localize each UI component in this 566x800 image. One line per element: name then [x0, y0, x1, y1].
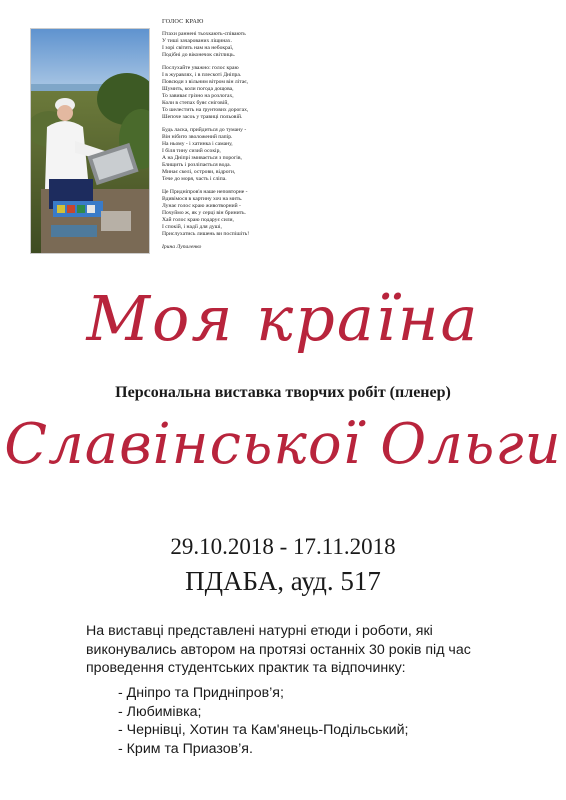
artist-name: Славінської Ольги	[4, 412, 562, 477]
poem-line: Повсюди з вільним вітром він літає,	[162, 79, 248, 85]
artist-photo	[30, 28, 150, 254]
poem-line: І спокій, і надії для душі,	[162, 224, 222, 230]
poem-line: Це Придніпров'я наше неповторне -	[162, 189, 248, 195]
poem-line: Прислухатись лишень ви поспішіть!	[162, 231, 250, 237]
poem-stanza	[162, 189, 302, 238]
poem-line: І біля тину сизий осокір,	[162, 148, 221, 154]
poem-line: А на Дніпрі змивається з порогів,	[162, 155, 242, 161]
exhibition-description: На виставці представлені натурні етюди і роботи, які виконувались автором на протязі останніх 30 років під час проведення студентських практик та відпочинку:	[86, 623, 471, 677]
poem-line: Лунає голос краю животворний -	[162, 203, 241, 209]
poem-line: Послухайте уважно: голос краю	[162, 65, 239, 71]
poem	[162, 18, 302, 251]
poem-line: То шелестить на ґрунтових дорогах,	[162, 107, 249, 113]
poem-line: Блищить і розліпається вода.	[162, 162, 232, 168]
poem-line: Він нібито зволожений папір.	[162, 134, 233, 140]
poem-stanza	[162, 31, 302, 59]
poem-line: Шумить, коли погода дощова,	[162, 86, 234, 92]
poem-stanza	[162, 65, 302, 121]
poem-line: І зорі світять нам на небокраї,	[162, 45, 234, 51]
list-item: - Крим та Приазов’я.	[118, 740, 253, 757]
locations-list	[118, 684, 518, 758]
poem-line: Почуймо ж, як у серці він бринить.	[162, 210, 246, 216]
exhibition-subtitle: Персональна виставка творчих робіт (пленер)	[115, 384, 451, 401]
poem-line: У тиші зачарованих ліщинах.	[162, 38, 232, 44]
poem-line: Тече до моря, часть і сліпа.	[162, 176, 227, 182]
poem-line: І в журавлях, і в плескоті Дніпра.	[162, 72, 242, 78]
exhibition-venue: ПДАБА, ауд. 517	[185, 566, 381, 596]
poem-author: Ірина Лупаленко	[162, 244, 202, 250]
poem-title: ГОЛОС КРАЮ	[162, 18, 204, 25]
exhibition-title: Моя країна	[86, 282, 480, 355]
poem-line: Минає скелі, острови, відроги,	[162, 169, 236, 175]
poem-line: Подібні до віконечок світлиць.	[162, 52, 236, 58]
poem-line: Вдивімося в картину хоч на мить.	[162, 196, 243, 202]
list-item: - Любимівка;	[118, 703, 202, 720]
poem-stanza	[162, 127, 302, 183]
poem-line: То завиває грізно на розлогах,	[162, 93, 234, 99]
poem-line: Шепоче засоь у травиці польовій.	[162, 114, 243, 120]
list-item: - Дніпро та Придніпров’я;	[118, 685, 284, 701]
list-item: - Чернівці, Хотин та Кам'янець-Подільський;	[118, 722, 409, 739]
poem-line: Птахи раннені тьохкають-співають	[162, 31, 246, 37]
exhibition-dates: 29.10.2018 - 17.11.2018	[170, 534, 396, 559]
poem-line: Хай голос краю подарує сили,	[162, 217, 234, 223]
poem-line: На ньому - і хатинка і саману,	[162, 141, 233, 147]
poem-line: Будь ласка, прийдиться до туману -	[162, 127, 247, 133]
poem-line: Коли в степах буяє сніговій,	[162, 100, 229, 106]
artist-photo-illustration	[31, 29, 149, 253]
